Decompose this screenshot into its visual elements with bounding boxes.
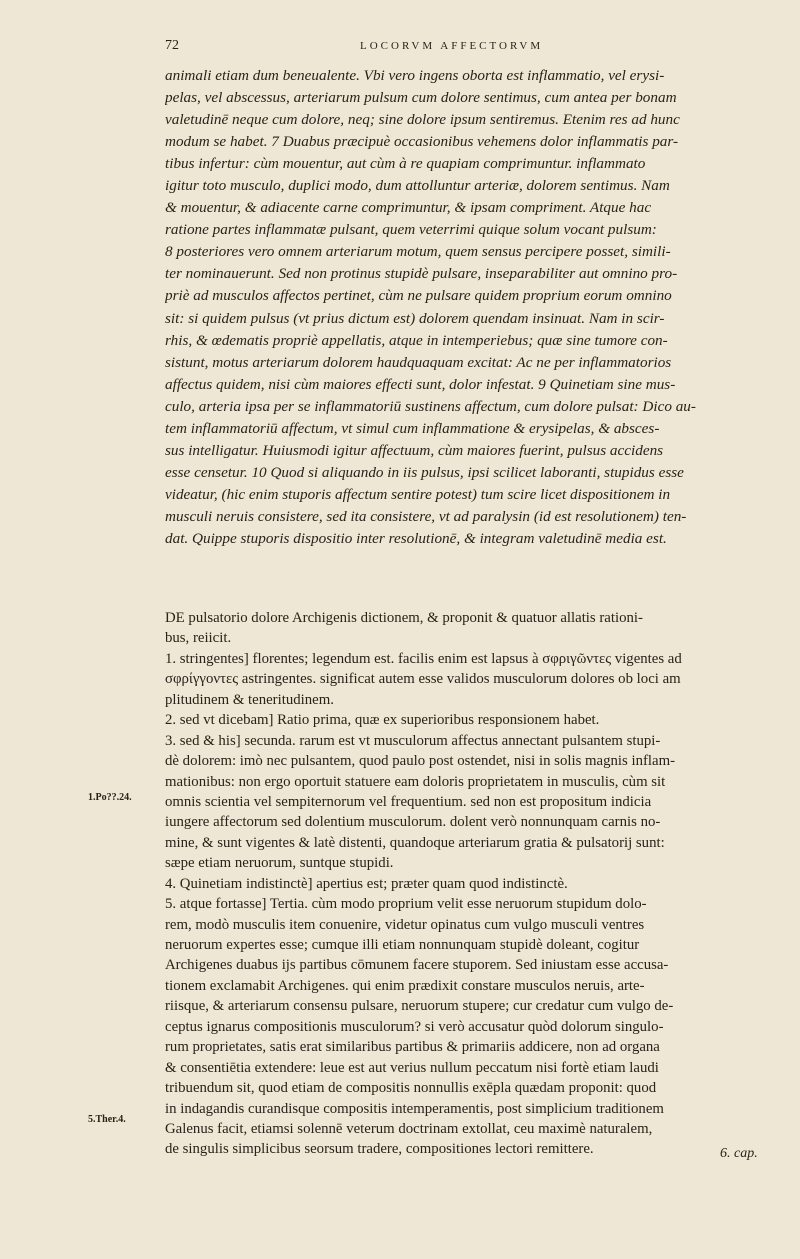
text-line: sit: si quidem pulsus (vt prius dictum est) dolorem quendam insinuat. Nam in scir- (165, 309, 665, 327)
commentary-block (165, 608, 767, 1160)
text-line: ceptus ignarus compositionis musculorum? si verò accusatur quòd dolorum singulo- (165, 1018, 664, 1035)
text-line: mationibus: non ergo oportuit statuere eam doloris proprietatem in musculis, cùm sit (165, 773, 666, 790)
page-header (165, 38, 765, 58)
text-line: affectus quidem, nisi cùm maiores effecti sunt, dolor infestat. 9 Quinetiam sine mus- (165, 375, 676, 393)
running-title: LOCORVM AFFECTORVM (360, 40, 544, 52)
text-line: 8 posteriores vero omnem arteriarum motum, quem sensus percipere posset, simili- (165, 243, 671, 261)
text-line: sus intelligatur. Huiusmodi igitur affectuum, cùm maiores fuerint, pulsus accidens (165, 441, 664, 459)
text-line: plitudinem & teneritudinem. (165, 691, 334, 708)
catchword: 6. cap. (720, 1146, 758, 1161)
text-line: videatur, (hic enim stuporis affectum sentire potest) tum scire licet dispositionem in (165, 485, 671, 503)
text-line: 2. sed vt dicebam] Ratio prima, quæ ex superioribus responsionem habet. (165, 712, 600, 729)
text-line: ter nominauerunt. Sed non protinus stupidè pulsare, inseparabiliter aut omnino pro- (165, 265, 678, 283)
text-line: culo, arteria ipsa per se inflammatoriū sustinens affectum, cum dolore pulsat: Dico au- (165, 397, 696, 415)
text-line: musculi neruis consistere, sed ita consistere, vt ad paralysin (id est resolutionem) ten- (165, 507, 687, 525)
text-line: iungere affectorum sed dolentium musculorum. dolent verò nonnunquam carnis no- (165, 814, 661, 831)
text-line: 4. Quinetiam indistinctè] apertius est; præter quam quod indistinctè. (165, 875, 568, 892)
text-line: & consentiētia extendere: leue est aut verius nullum peccatum nisi fortè etiam laudi (165, 1059, 659, 1076)
margin-note-reference: 1.Po??.24. (88, 792, 132, 803)
text-line: de singulis simplicibus seorsum tradere, compositiones lectori remittere. (165, 1141, 594, 1158)
text-line: ratione partes inflammatæ pulsant, quem veterrimi quique solum vocant pulsum: (165, 221, 657, 239)
bleed-through-marks (90, 280, 150, 360)
text-line: bus, reiicit. (165, 630, 232, 647)
text-line: priè ad musculos affectos pertinet, cùm ne pulsare quidem proprium eorum omnino (165, 287, 672, 305)
text-line: tribuendum sit, quod etiam de compositis nonnullis exēpla quædam proponit: quod (165, 1080, 657, 1097)
text-line: rum proprietates, satis erat similaribus partibus & primariis addicere, non ad organa (165, 1039, 660, 1056)
text-line: 1. stringentes] florentes; legendum est. facilis enim est lapsus à σφριγῶντες vigentes ad (165, 650, 682, 667)
text-line: tionem exclamabit Archigenes. qui enim prædixit constare musculos neruis, arte- (165, 977, 645, 994)
text-line: rem, modò musculis item conuenire, videtur opinatus cum vulgo musculi ventres (165, 916, 645, 933)
text-line: & mouentur, & adiacente carne comprimuntur, & ipsam compriment. Atque hac (165, 199, 652, 217)
text-line: igitur toto musculo, duplici modo, dum attolluntur arteriæ, dolorem sentimus. Nam (165, 177, 670, 195)
text-line: omnis scientia vel sempiternorum vel frequentium. sed non est propositum indicia (165, 793, 652, 810)
galen-text-block (165, 65, 767, 550)
text-line: rhis, & œdematis propriè appellatis, atque in intemperiebus; quæ sine tumore con- (165, 331, 668, 349)
text-line: 5. atque fortasse] Tertia. cùm modo proprium velit esse neruorum stupidum dolo- (165, 896, 647, 913)
margin-note-reference: 5.Ther.4. (88, 1114, 126, 1125)
text-line: Galenus facit, etiamsi solennē veterum doctrinam extollat, ceu maximè naturalem, (165, 1120, 653, 1137)
text-line: esse censetur. 10 Quod si aliquando in iis pulsus, ipsi scilicet laboranti, stupidus esse (165, 463, 684, 481)
text-line: in indagandis curandisque compositis intemperamentis, post simplicium traditionem (165, 1100, 664, 1117)
text-line: σφρίγγοντες astringentes. significat autem esse validos musculorum dolores ob loci am (165, 671, 681, 688)
text-line: dè dolorem: imò nec pulsantem, quod paulo post ostendet, nisi in solis magnis inflam- (165, 753, 676, 770)
text-line: Archigenes duabus ijs partibus cōmunem facere stuporem. Sed iniustam esse accusa- (165, 957, 669, 974)
text-line: modum se habet. 7 Duabus præcipuè occasionibus vehemens dolor inflammatis par- (165, 133, 679, 151)
text-line: tem inflammatoriū affectum, vt simul cum inflammatione & erysipelas, & absces- (165, 419, 660, 437)
text-line: 3. sed & his] secunda. rarum est vt musculorum affectus annectant pulsantem stupi- (165, 732, 661, 749)
text-line: animali etiam dum beneualente. Vbi vero ingens oborta est inflammatio, vel erysi- (165, 67, 665, 84)
text-line: tibus infertur: cùm mouentur, aut cùm à re quapiam comprimuntur. inflammato (165, 155, 646, 173)
text-line: valetudinē neque cum dolore, neq; sine dolore ipsum sentiremus. Etenim res ad hunc (165, 111, 680, 129)
text-line: sistunt, motus arteriarum dolorem haudquaquam excitat: Ac ne per inflammatorios (165, 353, 672, 371)
text-line: riisque, & arteriarum consensu pulsare, neruorum stupere; cur credatur cum vulgo de- (165, 998, 674, 1015)
text-line: mine, & sunt vigentes & latè distenti, quandoque arteriarum gratia & pulsatorij sunt: (165, 834, 665, 851)
text-line: neruorum expertes esse; cumque illi etiam nonnunquam stupidè doleant, cogitur (165, 937, 640, 953)
text-line: dat. Quippe stuporis dispositio inter resolutionē, & integram valetudinē media est. (165, 529, 667, 547)
text-line: sæpe etiam neruorum, suntque stupidi. (165, 855, 394, 872)
text-line: pelas, vel abscessus, arteriarum pulsum cum dolore sentimus, cum antea per bonam (165, 89, 677, 107)
text-line: DE pulsatorio dolore Archigenis dictionem, & proponit & quatuor allatis rationi- (165, 610, 643, 626)
page-number: 72 (165, 38, 179, 53)
